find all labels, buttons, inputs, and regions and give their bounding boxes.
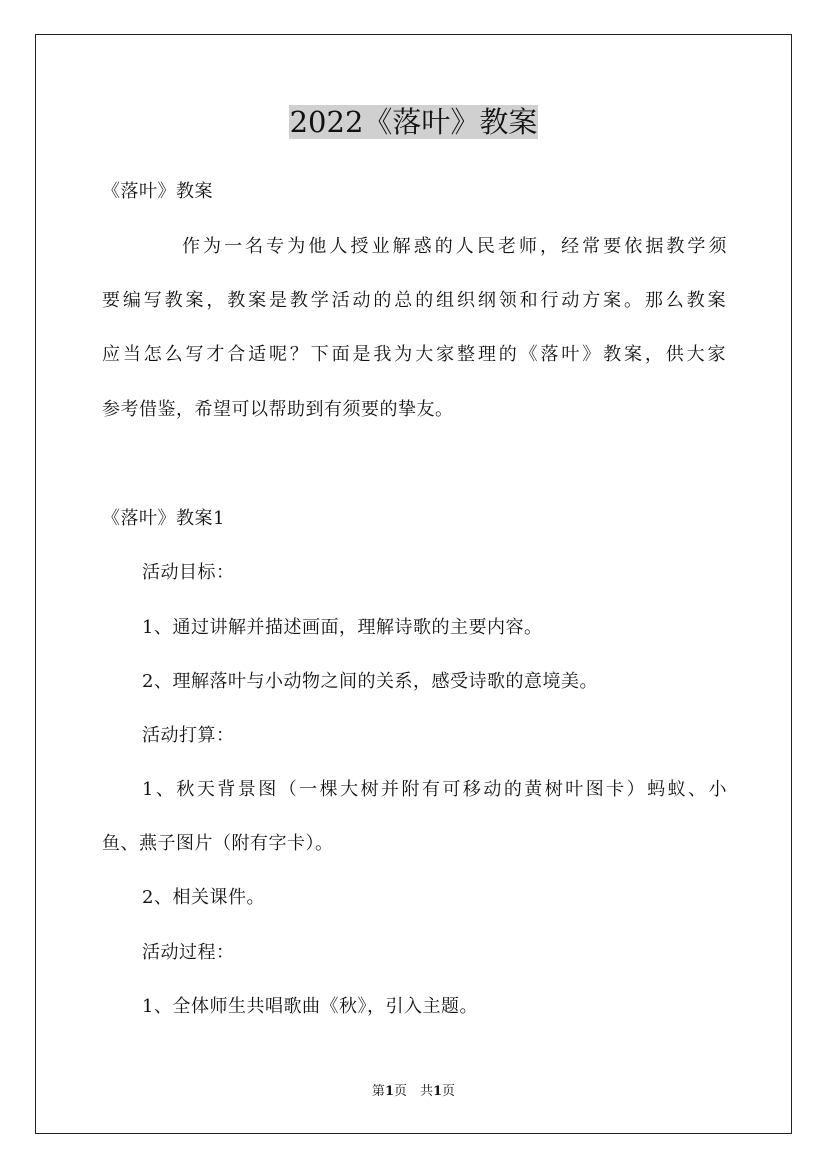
footer-page-suffix: 页 [442, 1084, 456, 1099]
process-item-1: 1、全体师生共唱歌曲《秋》，引入主题。 [142, 996, 478, 1017]
goal-item-2: 2、理解落叶与小动物之间的关系，感受诗歌的意境美。 [142, 671, 598, 692]
prep-item-1: 1、秋天背景图（一棵大树并附有可移动的黄树叶图卡）蚂蚁、小 [142, 779, 727, 800]
document-subtitle: 《落叶》教案 [102, 181, 213, 202]
intro-line-3: 应当怎么写才合适呢？下面是我为大家整理的《落叶》教案，供大家 [102, 344, 726, 365]
intro-line-4: 参考借鉴，希望可以帮助到有须要的挚友。 [102, 399, 454, 420]
section-heading: 《落叶》教案1 [102, 508, 225, 529]
prep-heading: 活动打算： [142, 725, 235, 746]
prep-item-2: 2、相关课件。 [142, 887, 265, 908]
goals-heading: 活动目标： [142, 562, 235, 583]
footer-page-mid: 页 共 [393, 1084, 433, 1099]
document-title-text: 2022《落叶》教案 [289, 105, 538, 139]
footer-page-prefix: 第 [371, 1084, 385, 1099]
document-title [0, 102, 827, 142]
footer-page-number: 1 [384, 1084, 394, 1099]
footer-page-total: 1 [433, 1084, 443, 1099]
prep-item-1-continued: 鱼、燕子图片（附有字卡）。 [102, 833, 334, 854]
intro-line-1: 作为一名专为他人授业解惑的人民老师，经常要依据教学须 [182, 236, 727, 257]
goal-item-1: 1、通过讲解并描述画面，理解诗歌的主要内容。 [142, 617, 543, 638]
intro-line-2: 要编写教案，教案是教学活动的总的组织纲领和行动方案。那么教案 [102, 290, 726, 311]
page-footer [0, 1083, 827, 1101]
process-heading: 活动过程： [142, 942, 235, 963]
